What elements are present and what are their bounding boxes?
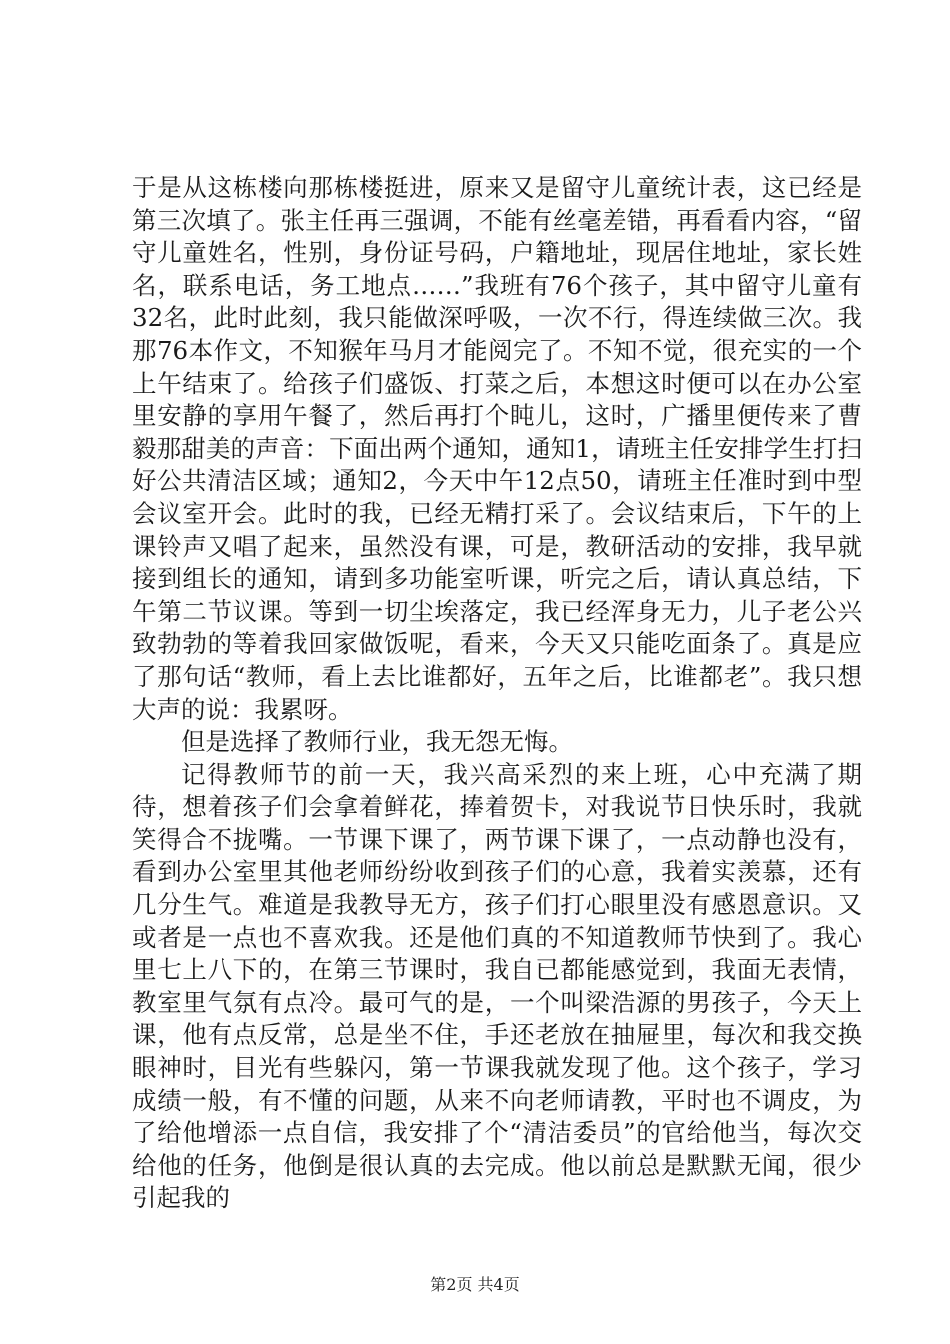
document-body xyxy=(132,172,862,1215)
paragraph: 记得教师节的前一天，我兴高采烈的来上班，心中充满了期待，想着孩子们会拿着鲜花，捧着贺卡，对我说节日快乐时，我就笑得合不拢嘴。一节课下课了，两节课下课了，一点动静也没有，看到办公室里其他老师纷纷收到孩子们的心意，我着实羡慕，还有几分生气。难道是我教导无方，孩子们打心眼里没有感恩意识。又或者是一点也不喜欢我。还是他们真的不知道教师节快到了。我心里七上八下的，在第三节课时，我自已都能感觉到，我面无表情，教室里气氛有点冷。最可气的是，一个叫梁浩源的男孩子，今天上课，他有点反常，总是坐不住，手还老放在抽屉里，每次和我交换眼神时，目光有些躲闪，第一节课我就发现了他。这个孩子，学习成绩一般，有不懂的问题，从来不向老师请教，平时也不调皮，为了给他增添一点自信，我安排了个“清洁委员”的官给他当，每次交给他的任务，他倒是很认真的去完成。他以前总是默默无闻，很少引起我的 xyxy=(132,759,862,1213)
page-footer xyxy=(0,1272,950,1295)
page-number-label: 第2页 共4页 xyxy=(430,1275,520,1294)
paragraph: 于是从这栋楼向那栋楼挺进，原来又是留守儿童统计表，这已经是第三次填了。张主任再三强调，不能有丝毫差错，再看看内容，“留守儿童姓名，性别，身份证号码，户籍地址，现居住地址，家长姓名，联系电话，务工地点……”我班有76个孩子，其中留守儿童有32名，此时此刻，我只能做深呼吸，一次不行，得连续做三次。我那76本作文，不知猴年马月才能阅完了。不知不觉，很充实的一个上午结束了。给孩子们盛饭、打菜之后，本想这时便可以在办公室里安静的享用午餐了，然后再打个盹儿，这时，广播里便传来了曹毅那甜美的声音：下面出两个通知，通知1，请班主任安排学生打扫好公共清洁区域；通知2，今天中午12点50，请班主任准时到中型会议室开会。此时的我，已经无精打采了。会议结束后，下午的上课铃声又唱了起来，虽然没有课，可是，教研活动的安排，我早就接到组长的通知，请到多功能室听课，听完之后，请认真总结，下午第二节议课。等到一切尘埃落定，我已经浑身无力，儿子老公兴致勃勃的等着我回家做饭呢，看来，今天又只能吃面条了。真是应了那句话“教师，看上去比谁都好，五年之后，比谁都老”。我只想大声的说：我累呀。 xyxy=(132,173,862,724)
paragraph: 但是选择了教师行业，我无怨无悔。 xyxy=(181,727,573,757)
